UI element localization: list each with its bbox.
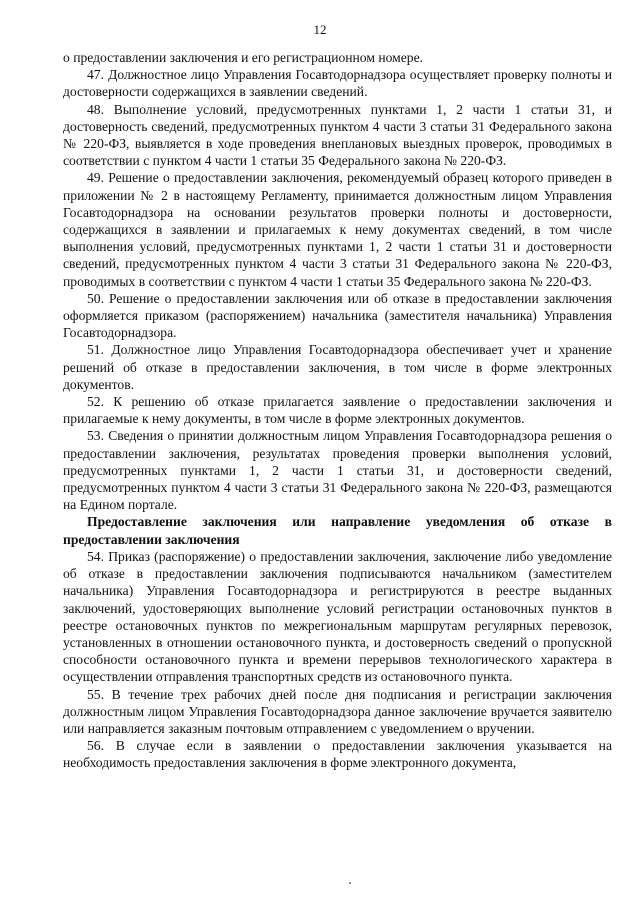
document-body [63,49,612,772]
scan-speck [349,882,351,884]
paragraph-48: 48. Выполнение условий, предусмотренных пунктами 1, 2 части 1 статьи 31, и достоверность сведений, предусмотренных пунктом 4 части 3 статьи 31 Федерального закона № 220-ФЗ, выявляется в ходе проведения внеплановых выездных проверок, проводимых в соответствии с пунктом 4 части 1 статьи 35 Федерального закона № 220-ФЗ. [63,101,612,169]
paragraph-55: 55. В течение трех рабочих дней после дня подписания и регистрации заключения должностным лицом Управления Госавтодорнадзора данное заключение вручается заявителю или направляется заказным почтовым отправлением с уведомлением о вручении. [63,686,612,736]
paragraph-54: 54. Приказ (распоряжение) о предоставлении заключения, заключение либо уведомление об отказе в предоставлении заключения подписываются начальником (заместителем начальника) Управления Госавтодорнадзора и регистрируются в реестре выданных заключений, удостоверяющих выполнение условий регистрации остановочных пунктов в реестре остановочных пунктов по межрегиональным маршрутам регулярных перевозок, установленных в отношении остановочного пункта, и достоверность сведений о пропускной способности остановочного пункта и времени перерывов технологического характера в осуществлении отправления транспортных средств из остановочного пункта. [63,548,612,685]
paragraph-49: 49. Решение о предоставлении заключения, рекомендуемый образец которого приведен в приложении № 2 в настоящему Регламенту, принимается должностным лицом Управления Госавтодорнадзора на основании результатов проверки полноты и достоверности, содержащихся в заявлении и прилагаемых к нему документах сведений, в том числе выполнения условий, предусмотренных пунктами 1, 2 части 1 статьи 31 и достоверности сведений, предусмотренных пунктом 4 части 3 статьи 31 Федерального закона № 220-ФЗ, проводимых в соответствии с пунктом 4 части 1 статьи 35 Федерального закона № 220-ФЗ. [63,170,612,289]
paragraph-53: 53. Сведения о принятии должностным лицом Управления Госавтодорнадзора решения о предоставлении заключения, результатах проведения проверки выполнения условий, предусмотренных пунктами 1, 2 части 1 статьи 31, и достоверности сведений, предусмотренных пунктом 4 части 3 статьи 31 Федерального закона № 220-ФЗ, размещаются на Едином портале. [63,428,612,513]
section-heading: Предоставление заключения или направление уведомления об отказе в предоставлении заключения [63,514,612,547]
page-number: 12 [313,22,327,37]
paragraph-continuation: о предоставлении заключения и его регистрационном номере. [63,50,424,65]
paragraph-51: 51. Должностное лицо Управления Госавтодорнадзора обеспечивает учет и хранение решений об отказе в предоставлении заключения, в том числе в форме электронных документов. [63,342,612,392]
paragraph-47: 47. Должностное лицо Управления Госавтодорнадзора осуществляет проверку полноты и достоверности содержащихся в заявлении сведений. [63,67,612,100]
paragraph-50: 50. Решение о предоставлении заключения или об отказе в предоставлении заключения оформляется приказом (распоряжением) начальника (заместителя начальника) Управления Госавтодорнадзора. [63,290,612,341]
paragraph-52: 52. К решению об отказе прилагается заявление о предоставлении заключения и прилагаемые к нему документы, в том числе в форме электронных документов. [63,394,612,427]
paragraph-56: 56. В случае если в заявлении о предоставлении заключения указывается на необходимость предоставления заключения в форме электронного документа, [63,738,612,771]
